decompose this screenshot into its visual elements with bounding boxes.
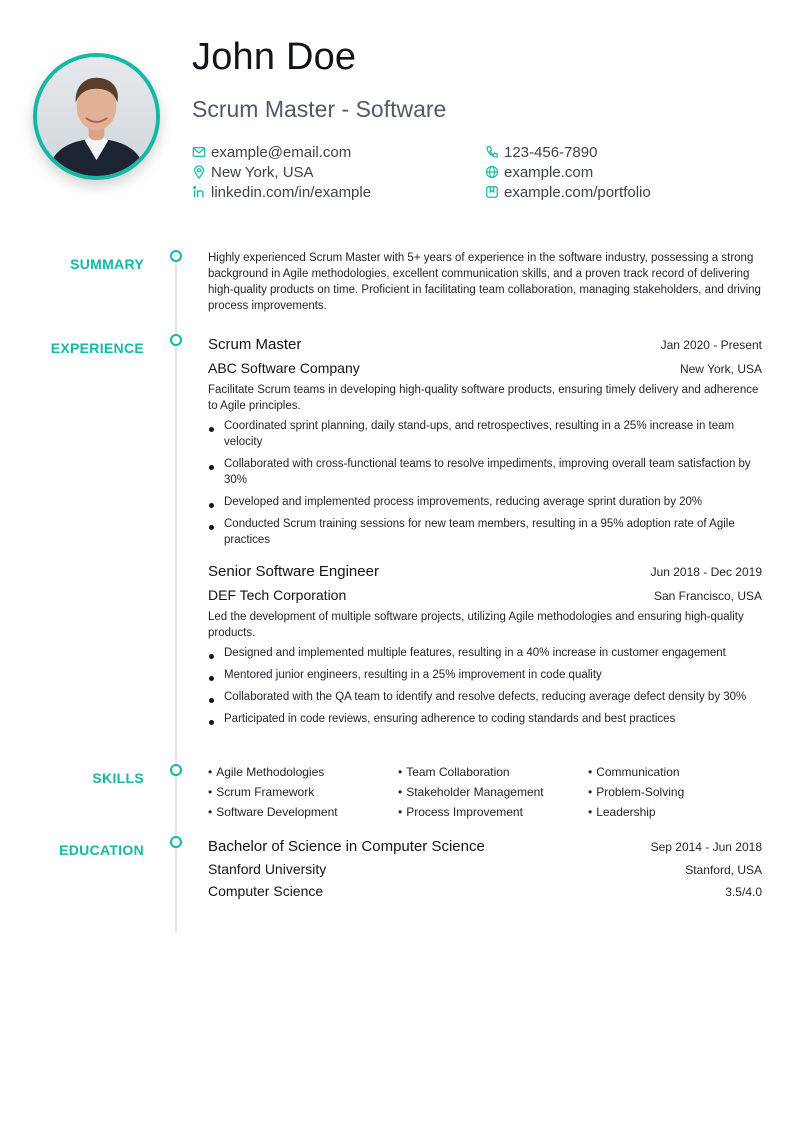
- skill-item: • Agile Methodologies: [208, 764, 398, 780]
- phone-icon: [485, 145, 499, 159]
- degree: Bachelor of Science in Computer Science: [208, 838, 485, 855]
- contact-location: New York, USA: [192, 163, 485, 181]
- profile-photo: [33, 53, 160, 180]
- school: Stanford University: [208, 861, 327, 877]
- education-date: Sep 2014 - Jun 2018: [650, 840, 762, 854]
- skill-item: • Stakeholder Management: [398, 784, 588, 800]
- summary-text: Highly experienced Scrum Master with 5+ years of experience in the software industry, possessing a strong background in Agile methodologies, excellent communication skills, and a proven track record of delivering high-quality products on time. Proficient in facilitating team collaboration, managing stakeholders, and driving process improvements.: [208, 252, 761, 312]
- list-item: Participated in code reviews, ensuring adherence to coding standards and best practices: [208, 711, 762, 727]
- email-icon: [192, 145, 206, 159]
- bookmark-icon: [485, 185, 499, 199]
- job-description: Facilitate Scrum teams in developing high-quality software products, ensuring timely delivery and adherence to Agile principles.: [208, 384, 759, 412]
- list-item: Coordinated sprint planning, daily stand-ups, and retrospectives, resulting in a 25% increase in team velocity: [208, 418, 762, 450]
- contact-linkedin[interactable]: linkedin.com/in/example: [192, 183, 485, 201]
- job-company: DEF Tech Corporation: [208, 587, 347, 603]
- skills-heading: SKILLS: [92, 770, 144, 786]
- experience-item: [208, 336, 762, 554]
- contact-website[interactable]: example.com: [485, 163, 675, 181]
- avatar: [37, 57, 156, 176]
- education-heading: EDUCATION: [59, 842, 144, 858]
- list-item: Developed and implemented process improvements, reducing average sprint duration by 20%: [208, 494, 762, 510]
- job-achievements: [208, 418, 762, 548]
- candidate-role: Scrum Master - Software: [192, 96, 447, 122]
- job-location: New York, USA: [679, 362, 762, 376]
- school-location: Stanford, USA: [685, 863, 762, 877]
- skill-item: • Process Improvement: [398, 804, 588, 820]
- contact-portfolio[interactable]: example.com/portfolio: [485, 183, 675, 201]
- candidate-name: John Doe: [192, 36, 357, 78]
- job-achievements: [208, 645, 762, 727]
- skill-item: • Software Development: [208, 804, 398, 820]
- experience-item: [208, 563, 762, 733]
- contact-email[interactable]: example@email.com: [192, 143, 485, 161]
- skill-item: • Communication: [588, 764, 762, 780]
- globe-icon: [485, 165, 499, 179]
- education-timeline-dot: [170, 836, 182, 848]
- field-of-study: Computer Science: [208, 883, 324, 899]
- skills-list: [208, 764, 762, 820]
- skill-item: • Scrum Framework: [208, 784, 398, 800]
- job-title: Scrum Master: [208, 336, 302, 353]
- experience-heading: EXPERIENCE: [50, 340, 144, 356]
- skill-item: • Team Collaboration: [398, 764, 588, 780]
- skills-timeline-dot: [170, 764, 182, 776]
- list-item: Collaborated with cross-functional teams to resolve impediments, improving overall team satisfaction by 30%: [208, 456, 762, 488]
- list-item: Collaborated with the QA team to identify and resolve defects, reducing average defect density by 30%: [208, 689, 762, 705]
- skill-item: • Leadership: [588, 804, 762, 820]
- summary-timeline-dot: [170, 250, 182, 262]
- experience-timeline-dot: [170, 334, 182, 346]
- job-company: ABC Software Company: [208, 360, 360, 376]
- job-date: Jun 2018 - Dec 2019: [650, 565, 762, 579]
- list-item: Designed and implemented multiple features, resulting in a 40% increase in customer engagement: [208, 645, 762, 661]
- job-description: Led the development of multiple software projects, utilizing Agile methodologies and ensuring high-quality products.: [208, 611, 744, 639]
- job-date: Jan 2020 - Present: [660, 338, 762, 352]
- skill-item: • Problem-Solving: [588, 784, 762, 800]
- list-item: Mentored junior engineers, resulting in a 25% improvement in code quality: [208, 667, 762, 683]
- map-pin-icon: [192, 165, 206, 179]
- summary-heading: SUMMARY: [70, 256, 144, 272]
- contact-info: [192, 143, 672, 201]
- gpa: 3.5/4.0: [725, 885, 762, 899]
- education-item: [208, 838, 762, 899]
- job-title: Senior Software Engineer: [208, 563, 379, 580]
- job-location: San Francisco, USA: [653, 589, 762, 603]
- timeline-line: [175, 256, 177, 932]
- linkedin-icon: [192, 185, 206, 199]
- contact-phone[interactable]: 123-456-7890: [485, 143, 675, 161]
- list-item: Conducted Scrum training sessions for new team members, resulting in a 95% adoption rate of Agile practices: [208, 516, 762, 548]
